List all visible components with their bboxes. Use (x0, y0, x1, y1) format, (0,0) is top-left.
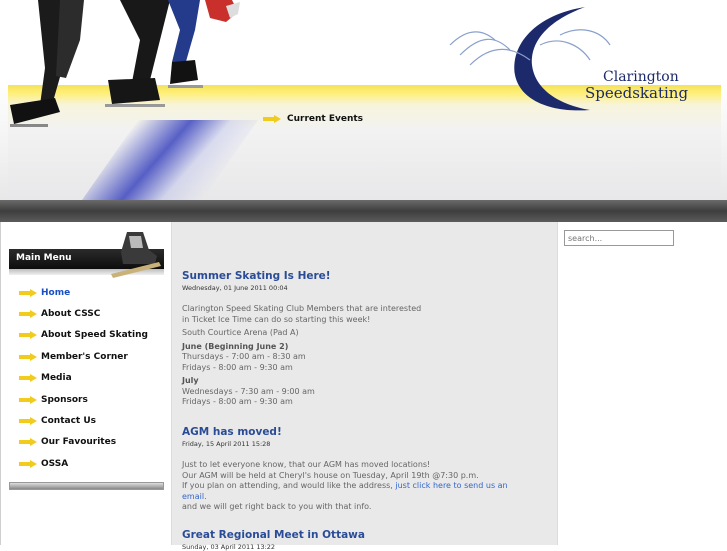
arrow-right-icon (19, 289, 37, 297)
menu-item-ossa[interactable] (19, 453, 148, 474)
arrow-right-icon (19, 438, 37, 446)
article-text: in Ticket Ice Time can do so starting this week! (182, 314, 371, 324)
article-subheading: July (182, 376, 199, 385)
article-title[interactable]: Great Regional Meet in Ottawa (182, 529, 365, 541)
article-text: Clarington Speed Skating Club Members that are interested (182, 304, 422, 313)
menu-item-home[interactable] (19, 282, 148, 303)
current-events-link[interactable] (263, 114, 363, 124)
menu-item-label: Sponsors (41, 394, 88, 405)
menu-item-label: Media (41, 373, 72, 384)
article-date: Wednesday, 01 June 2011 00:04 (182, 284, 288, 292)
article-text: Our AGM will be held at Cheryl's house on Tuesday, April 19th @7:30 p.m. (182, 470, 479, 480)
menu-item-our-favourites[interactable] (19, 432, 148, 453)
article-text: Thursdays - 7:00 am - 8:30 am (182, 352, 306, 361)
arrow-right-icon (263, 115, 281, 123)
logo-text-line2: Speedskating (585, 84, 689, 102)
article-date: Sunday, 03 April 2011 13:22 (182, 543, 276, 551)
article-text: Just to let everyone know, that our AGM has moved locations! (182, 460, 431, 469)
menu-item-label: About CSSC (41, 309, 101, 320)
menu-item-label: Contact Us (41, 416, 97, 427)
article-text-prefix: If you plan on attending, and would like the address, (182, 481, 393, 490)
menu-item-media[interactable] (19, 368, 148, 389)
menu-item-label: About Speed Skating (41, 330, 148, 341)
arrow-right-icon (19, 460, 37, 468)
menu-item-contact-us[interactable] (19, 410, 148, 431)
skate-boot-icon (109, 230, 164, 280)
main-menu-list (19, 282, 148, 475)
right-sidebar (557, 222, 727, 545)
article-text-suffix: . (204, 491, 207, 501)
arrow-right-icon (19, 417, 37, 425)
logo-text-line1: Clarington (603, 69, 679, 85)
menu-item-members-corner[interactable] (19, 346, 148, 367)
arrow-right-icon (19, 396, 37, 404)
left-sidebar (0, 222, 172, 545)
arrow-right-icon (19, 310, 37, 318)
article-text: Wednesdays - 7:30 am - 9:00 am (182, 386, 315, 396)
article-regional-meet (182, 529, 542, 551)
email-link[interactable]: just click here to send us an (395, 481, 508, 490)
search-input[interactable] (564, 230, 674, 246)
article-title[interactable]: Summer Skating Is Here! (182, 270, 331, 282)
article-text: Fridays - 8:00 am - 9:30 am (182, 362, 293, 372)
current-events-label: Current Events (287, 114, 364, 124)
article-text: South Courtice Arena (Pad A) (182, 328, 299, 337)
article-title[interactable]: AGM has moved! (182, 426, 282, 438)
menu-item-label: Home (41, 287, 71, 298)
menu-item-label: Our Favourites (41, 437, 117, 448)
arrow-right-icon (19, 353, 37, 361)
header-banner (0, 0, 727, 200)
article-text (182, 481, 542, 492)
article-agm-moved (182, 426, 542, 513)
email-link-cont[interactable]: email (182, 491, 205, 501)
article-summer-skating (182, 270, 542, 408)
main-menu-title: Main Menu (16, 253, 72, 263)
arrow-right-icon (19, 374, 37, 382)
article-text: Fridays - 8:00 am - 9:30 am (182, 397, 293, 406)
main-content (172, 222, 557, 551)
menu-item-sponsors[interactable] (19, 389, 148, 410)
main-menu-footer (9, 482, 164, 490)
menu-item-label: OSSA (41, 458, 69, 469)
article-text (182, 492, 542, 503)
skater-legs-image (0, 0, 260, 200)
menu-item-about-cssc[interactable] (19, 303, 148, 324)
article-date: Friday, 15 April 2011 15:28 (182, 440, 271, 448)
menu-item-about-speed-skating[interactable] (19, 325, 148, 346)
header-divider-bar (0, 200, 727, 222)
menu-item-label: Member's Corner (41, 351, 128, 362)
article-text: and we will get right back to you with that info. (182, 502, 372, 511)
article-subheading: June (Beginning June 2) (182, 341, 289, 351)
arrow-right-icon (19, 331, 37, 339)
